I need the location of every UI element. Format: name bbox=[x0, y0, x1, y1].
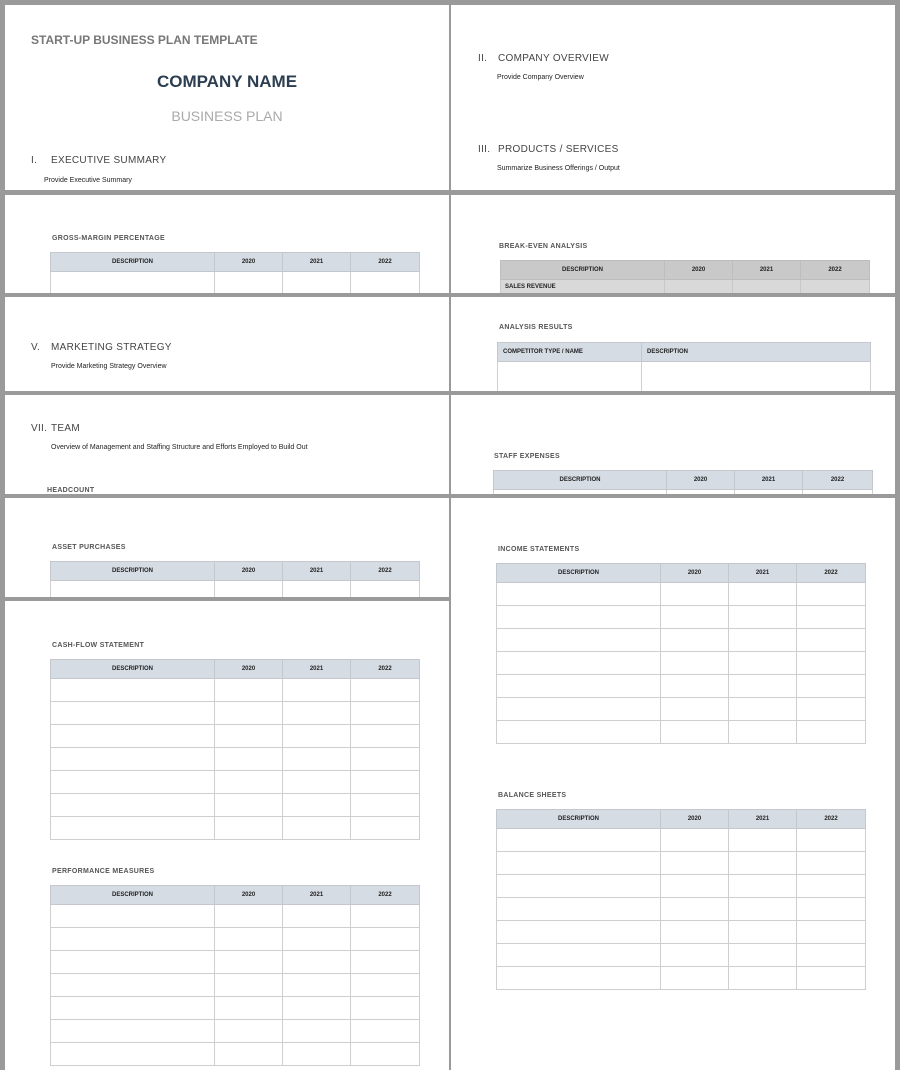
table-cell[interactable] bbox=[797, 721, 866, 744]
table-cell[interactable] bbox=[497, 875, 661, 898]
staff-expenses-panel bbox=[451, 395, 895, 494]
table-cell[interactable] bbox=[283, 679, 351, 702]
table-cell[interactable] bbox=[729, 898, 797, 921]
table-cell[interactable] bbox=[797, 629, 866, 652]
table-cell[interactable] bbox=[797, 898, 866, 921]
table-cell[interactable] bbox=[797, 675, 866, 698]
income-statements-table: DESCRIPTION 2020 2021 2022 bbox=[496, 563, 866, 744]
table-cell[interactable] bbox=[51, 974, 215, 997]
table-cell[interactable] bbox=[351, 679, 420, 702]
business-plan-subtitle: BUSINESS PLAN bbox=[171, 108, 283, 124]
table-cell[interactable] bbox=[283, 928, 351, 951]
table-cell[interactable] bbox=[733, 280, 801, 294]
section-company-overview-text: Provide Company Overview bbox=[497, 74, 584, 81]
table-cell[interactable] bbox=[797, 967, 866, 990]
table-cell[interactable] bbox=[215, 817, 283, 840]
table-cell[interactable] bbox=[642, 362, 871, 392]
table-cell[interactable] bbox=[215, 748, 283, 771]
table-cell[interactable] bbox=[803, 490, 873, 495]
table-cell[interactable] bbox=[51, 272, 215, 294]
table-cell[interactable] bbox=[283, 771, 351, 794]
table-cell[interactable] bbox=[215, 974, 283, 997]
table-row bbox=[51, 702, 420, 725]
analysis-results-table: COMPETITOR TYPE / NAME DESCRIPTION bbox=[497, 342, 871, 391]
table-cell[interactable] bbox=[51, 928, 215, 951]
section-products-services-text: Summarize Business Offerings / Output bbox=[497, 165, 620, 172]
table-cell[interactable] bbox=[797, 875, 866, 898]
table-cell[interactable] bbox=[797, 944, 866, 967]
table-cell[interactable] bbox=[283, 1043, 351, 1066]
table-cell[interactable] bbox=[797, 921, 866, 944]
table-row bbox=[497, 652, 866, 675]
table-row bbox=[51, 794, 420, 817]
table-cell[interactable] bbox=[283, 974, 351, 997]
table-row bbox=[497, 583, 866, 606]
table-cell[interactable] bbox=[497, 583, 661, 606]
table-cell[interactable] bbox=[351, 702, 420, 725]
table-row bbox=[51, 771, 420, 794]
table-cell[interactable] bbox=[797, 852, 866, 875]
table-row bbox=[51, 997, 420, 1020]
break-even-table: DESCRIPTION 2020 2021 2022 SALES REVENUE bbox=[500, 260, 870, 293]
table-cell[interactable] bbox=[215, 905, 283, 928]
table-cell[interactable] bbox=[497, 675, 661, 698]
table-cell[interactable] bbox=[729, 875, 797, 898]
table-row bbox=[497, 721, 866, 744]
table-cell[interactable] bbox=[215, 272, 283, 294]
table-cell[interactable] bbox=[351, 1020, 420, 1043]
table-cell[interactable] bbox=[797, 652, 866, 675]
table-row bbox=[497, 967, 866, 990]
table-cell[interactable] bbox=[661, 875, 729, 898]
table-cell[interactable] bbox=[351, 951, 420, 974]
table-cell[interactable] bbox=[661, 852, 729, 875]
table-cell[interactable] bbox=[51, 702, 215, 725]
table-row bbox=[51, 928, 420, 951]
table-cell[interactable] bbox=[797, 583, 866, 606]
table-cell[interactable] bbox=[661, 629, 729, 652]
table-cell[interactable] bbox=[215, 951, 283, 974]
table-cell[interactable] bbox=[51, 905, 215, 928]
table-row bbox=[51, 272, 420, 294]
table-cell[interactable] bbox=[729, 698, 797, 721]
section-products-services-title: III. PRODUCTS / SERVICES bbox=[478, 144, 619, 155]
staff-expenses-title: STAFF EXPENSES bbox=[494, 453, 560, 460]
table-cell[interactable] bbox=[497, 829, 661, 852]
table-row bbox=[51, 1020, 420, 1043]
table-row bbox=[497, 944, 866, 967]
analysis-results-panel bbox=[451, 297, 895, 391]
table-cell[interactable] bbox=[729, 967, 797, 990]
table-cell[interactable] bbox=[661, 583, 729, 606]
sales-revenue-label: SALES REVENUE bbox=[501, 280, 665, 294]
table-row bbox=[497, 675, 866, 698]
table-cell[interactable] bbox=[51, 679, 215, 702]
table-cell[interactable] bbox=[497, 652, 661, 675]
table-cell[interactable] bbox=[283, 1020, 351, 1043]
section-marketing-strategy-title: V. MARKETING STRATEGY bbox=[31, 342, 172, 353]
balance-sheets-title: BALANCE SHEETS bbox=[498, 792, 567, 799]
table-row bbox=[51, 748, 420, 771]
table-cell[interactable] bbox=[51, 997, 215, 1020]
table-cell[interactable] bbox=[215, 702, 283, 725]
table-cell[interactable] bbox=[797, 829, 866, 852]
table-cell[interactable] bbox=[351, 748, 420, 771]
table-cell[interactable] bbox=[729, 675, 797, 698]
balance-sheets-table: DESCRIPTION 2020 2021 2022 bbox=[496, 809, 866, 990]
table-cell[interactable] bbox=[498, 362, 642, 392]
table-row bbox=[497, 852, 866, 875]
table-cell[interactable] bbox=[215, 928, 283, 951]
performance-measures-table: DESCRIPTION 2020 2021 2022 bbox=[50, 885, 420, 1066]
table-row bbox=[51, 679, 420, 702]
table-cell[interactable] bbox=[215, 679, 283, 702]
table-row bbox=[498, 362, 871, 392]
table-cell[interactable] bbox=[283, 725, 351, 748]
table-cell[interactable] bbox=[351, 794, 420, 817]
performance-measures-title: PERFORMANCE MEASURES bbox=[52, 868, 155, 875]
team-panel bbox=[5, 395, 449, 494]
table-cell[interactable] bbox=[215, 1043, 283, 1066]
table-cell[interactable] bbox=[729, 829, 797, 852]
gross-margin-title: GROSS-MARGIN PERCENTAGE bbox=[52, 235, 165, 242]
table-cell[interactable] bbox=[497, 698, 661, 721]
break-even-title: BREAK-EVEN ANALYSIS bbox=[499, 243, 588, 250]
table-cell[interactable] bbox=[661, 698, 729, 721]
table-cell[interactable] bbox=[661, 829, 729, 852]
table-cell[interactable] bbox=[215, 1020, 283, 1043]
cover-page-panel bbox=[5, 5, 449, 190]
table-cell[interactable] bbox=[497, 944, 661, 967]
asset-purchases-table: DESCRIPTION 2020 2021 2022 bbox=[50, 561, 420, 597]
headcount-title: HEADCOUNT bbox=[47, 487, 95, 494]
table-cell[interactable] bbox=[667, 490, 735, 495]
table-cell[interactable] bbox=[283, 272, 351, 294]
table-cell[interactable] bbox=[497, 852, 661, 875]
table-cell[interactable] bbox=[51, 581, 215, 598]
table-row bbox=[497, 875, 866, 898]
table-cell[interactable] bbox=[51, 794, 215, 817]
asset-purchases-title: ASSET PURCHASES bbox=[52, 544, 126, 551]
table-cell[interactable] bbox=[351, 928, 420, 951]
table-cell[interactable] bbox=[283, 905, 351, 928]
table-cell[interactable] bbox=[497, 606, 661, 629]
table-cell[interactable] bbox=[735, 490, 803, 495]
income-balance-panel bbox=[451, 498, 895, 1070]
table-cell[interactable] bbox=[729, 921, 797, 944]
section-marketing-strategy-text: Provide Marketing Strategy Overview bbox=[51, 363, 167, 370]
marketing-strategy-panel bbox=[5, 297, 449, 391]
table-cell[interactable] bbox=[51, 725, 215, 748]
cash-flow-table: DESCRIPTION 2020 2021 2022 bbox=[50, 659, 420, 840]
income-statements-title: INCOME STATEMENTS bbox=[498, 546, 580, 553]
table-cell[interactable] bbox=[497, 898, 661, 921]
table-row bbox=[51, 951, 420, 974]
table-row bbox=[51, 905, 420, 928]
analysis-results-title: ANALYSIS RESULTS bbox=[499, 324, 573, 331]
table-cell[interactable] bbox=[661, 652, 729, 675]
table-cell[interactable] bbox=[497, 721, 661, 744]
table-cell[interactable] bbox=[351, 771, 420, 794]
table-cell[interactable] bbox=[283, 581, 351, 598]
table-cell[interactable] bbox=[665, 280, 733, 294]
table-cell[interactable] bbox=[51, 1020, 215, 1043]
table-cell[interactable] bbox=[797, 606, 866, 629]
table-cell[interactable] bbox=[801, 280, 870, 294]
table-row bbox=[51, 974, 420, 997]
table-cell[interactable] bbox=[283, 951, 351, 974]
table-row bbox=[501, 280, 870, 294]
table-cell[interactable] bbox=[283, 702, 351, 725]
table-cell[interactable] bbox=[51, 748, 215, 771]
table-row bbox=[51, 817, 420, 840]
section-company-overview-title: II. COMPANY OVERVIEW bbox=[478, 53, 609, 64]
table-row bbox=[494, 490, 873, 495]
table-cell[interactable] bbox=[51, 1043, 215, 1066]
section-team-title: VII. TEAM bbox=[31, 423, 80, 434]
table-cell[interactable] bbox=[351, 997, 420, 1020]
table-cell[interactable] bbox=[351, 905, 420, 928]
table-cell[interactable] bbox=[51, 951, 215, 974]
gross-margin-panel bbox=[5, 195, 449, 293]
table-cell[interactable] bbox=[497, 921, 661, 944]
break-even-panel bbox=[451, 195, 895, 293]
table-row bbox=[51, 1043, 420, 1066]
table-cell[interactable] bbox=[351, 725, 420, 748]
table-cell[interactable] bbox=[494, 490, 667, 495]
table-row bbox=[497, 698, 866, 721]
table-cell[interactable] bbox=[283, 817, 351, 840]
cash-flow-performance-panel bbox=[5, 601, 449, 1070]
table-cell[interactable] bbox=[215, 581, 283, 598]
table-cell[interactable] bbox=[351, 817, 420, 840]
section-team-text: Overview of Management and Staffing Structure and Efforts Employed to Build Out bbox=[51, 444, 308, 451]
table-row bbox=[497, 606, 866, 629]
table-cell[interactable] bbox=[351, 581, 420, 598]
table-cell[interactable] bbox=[729, 583, 797, 606]
cash-flow-title: CASH-FLOW STATEMENT bbox=[52, 642, 145, 649]
table-cell[interactable] bbox=[215, 997, 283, 1020]
table-cell[interactable] bbox=[797, 698, 866, 721]
company-name: COMPANY NAME bbox=[156, 72, 298, 91]
table-cell[interactable] bbox=[51, 817, 215, 840]
section-executive-summary-text: Provide Executive Summary bbox=[44, 177, 132, 184]
table-cell[interactable] bbox=[729, 652, 797, 675]
table-cell[interactable] bbox=[351, 974, 420, 997]
table-cell[interactable] bbox=[215, 771, 283, 794]
template-title: START-UP BUSINESS PLAN TEMPLATE bbox=[31, 33, 258, 47]
table-cell[interactable] bbox=[729, 944, 797, 967]
table-cell[interactable] bbox=[661, 921, 729, 944]
table-cell[interactable] bbox=[729, 721, 797, 744]
table-row bbox=[51, 725, 420, 748]
table-cell[interactable] bbox=[661, 967, 729, 990]
table-cell[interactable] bbox=[51, 771, 215, 794]
gross-margin-table: DESCRIPTION 2020 2021 2022 bbox=[50, 252, 420, 293]
table-cell[interactable] bbox=[283, 794, 351, 817]
section-executive-summary-title: I. EXECUTIVE SUMMARY bbox=[31, 155, 167, 166]
table-cell[interactable] bbox=[661, 721, 729, 744]
table-cell[interactable] bbox=[661, 944, 729, 967]
table-cell[interactable] bbox=[661, 606, 729, 629]
table-cell[interactable] bbox=[283, 748, 351, 771]
staff-expenses-table: DESCRIPTION 2020 2021 2022 bbox=[493, 470, 873, 494]
table-cell[interactable] bbox=[351, 272, 420, 294]
table-cell[interactable] bbox=[661, 898, 729, 921]
table-cell[interactable] bbox=[729, 606, 797, 629]
table-cell[interactable] bbox=[661, 675, 729, 698]
table-cell[interactable] bbox=[351, 1043, 420, 1066]
table-cell[interactable] bbox=[729, 852, 797, 875]
asset-purchases-panel bbox=[5, 498, 449, 597]
table-cell[interactable] bbox=[215, 725, 283, 748]
table-row bbox=[497, 898, 866, 921]
company-overview-panel bbox=[451, 5, 895, 190]
table-row bbox=[497, 829, 866, 852]
table-cell[interactable] bbox=[729, 629, 797, 652]
table-cell[interactable] bbox=[283, 997, 351, 1020]
table-row bbox=[51, 581, 420, 598]
table-row bbox=[497, 921, 866, 944]
table-cell[interactable] bbox=[215, 794, 283, 817]
table-cell[interactable] bbox=[497, 967, 661, 990]
table-row bbox=[497, 629, 866, 652]
table-cell[interactable] bbox=[497, 629, 661, 652]
